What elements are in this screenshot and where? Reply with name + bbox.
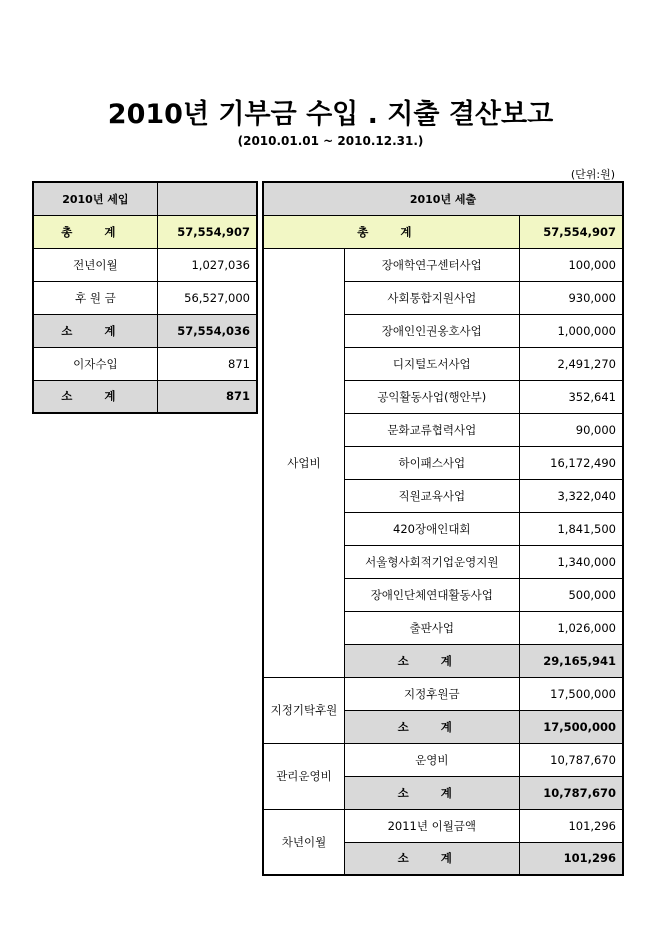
expense-item-name: 2011년 이월금액 (344, 809, 519, 842)
income-subtotal-label: 소 계 (33, 314, 157, 347)
income-total-label: 총 계 (33, 215, 157, 248)
document-title: 2010년 기부금 수입 . 지출 결산보고 (107, 99, 554, 130)
expense-item-name: 420장애인대회 (344, 512, 519, 545)
expense-item-name: 직원교육사업 (344, 479, 519, 512)
expense-item-name: 장애학연구센터사업 (344, 248, 519, 281)
expense-item-name: 출판사업 (344, 611, 519, 644)
expense-item-value: 1,000,000 (519, 314, 623, 347)
expense-total-value: 57,554,907 (519, 215, 623, 248)
expense-item-name: 사회통합지원사업 (344, 281, 519, 314)
expense-category: 지정기탁후원 (263, 677, 344, 743)
income-row-value: 1,027,036 (157, 248, 257, 281)
expense-item-name: 장애인인권옹호사업 (344, 314, 519, 347)
expense-category: 사업비 (263, 248, 344, 677)
income-row-label: 전년이월 (33, 248, 157, 281)
expense-item-value: 500,000 (519, 578, 623, 611)
expense-item-name: 장애인단체연대활동사업 (344, 578, 519, 611)
expense-item-value: 3,322,040 (519, 479, 623, 512)
income-header: 2010년 세입 (33, 182, 157, 215)
expense-item-name: 하이패스사업 (344, 446, 519, 479)
expense-subtotal-value: 101,296 (519, 842, 623, 875)
expense-item-value: 1,841,500 (519, 512, 623, 545)
expense-item-value: 1,026,000 (519, 611, 623, 644)
expense-item-value: 352,641 (519, 380, 623, 413)
income-subtotal-value: 871 (157, 380, 257, 413)
expense-item-value: 2,491,270 (519, 347, 623, 380)
expense-category: 관리운영비 (263, 743, 344, 809)
unit-label: (단위:원) (570, 168, 615, 181)
expense-item-value: 100,000 (519, 248, 623, 281)
income-subtotal-label: 소 계 (33, 380, 157, 413)
income-row-value: 871 (157, 347, 257, 380)
expense-item-name: 문화교류협력사업 (344, 413, 519, 446)
income-table (32, 181, 258, 414)
expense-item-value: 16,172,490 (519, 446, 623, 479)
income-row-label: 후 원 금 (33, 281, 157, 314)
income-total-value: 57,554,907 (157, 215, 257, 248)
expense-subtotal-value: 17,500,000 (519, 710, 623, 743)
expense-item-name: 공익활동사업(행안부) (344, 380, 519, 413)
expense-item-value: 17,500,000 (519, 677, 623, 710)
expense-item-value: 1,340,000 (519, 545, 623, 578)
expense-category: 차년이월 (263, 809, 344, 875)
income-row-label: 이자수입 (33, 347, 157, 380)
expense-item-value: 10,787,670 (519, 743, 623, 776)
expense-subtotal-label: 소 계 (344, 710, 519, 743)
expense-item-value: 930,000 (519, 281, 623, 314)
income-header-empty (157, 182, 257, 215)
expense-item-name: 운영비 (344, 743, 519, 776)
expense-item-name: 서울형사회적기업운영지원 (344, 545, 519, 578)
income-row-value: 56,527,000 (157, 281, 257, 314)
expense-subtotal-value: 10,787,670 (519, 776, 623, 809)
expense-item-value: 90,000 (519, 413, 623, 446)
expense-subtotal-label: 소 계 (344, 776, 519, 809)
expense-item-value: 101,296 (519, 809, 623, 842)
income-subtotal-value: 57,554,036 (157, 314, 257, 347)
expense-item-name: 디지털도서사업 (344, 347, 519, 380)
expense-table (262, 181, 624, 876)
expense-item-name: 지정후원금 (344, 677, 519, 710)
expense-total-label: 총 계 (263, 215, 519, 248)
expense-subtotal-label: 소 계 (344, 842, 519, 875)
report-period: (2010.01.01 ~ 2010.12.31.) (237, 134, 424, 148)
expense-subtotal-value: 29,165,941 (519, 644, 623, 677)
expense-header: 2010년 세출 (263, 182, 623, 215)
expense-subtotal-label: 소 계 (344, 644, 519, 677)
